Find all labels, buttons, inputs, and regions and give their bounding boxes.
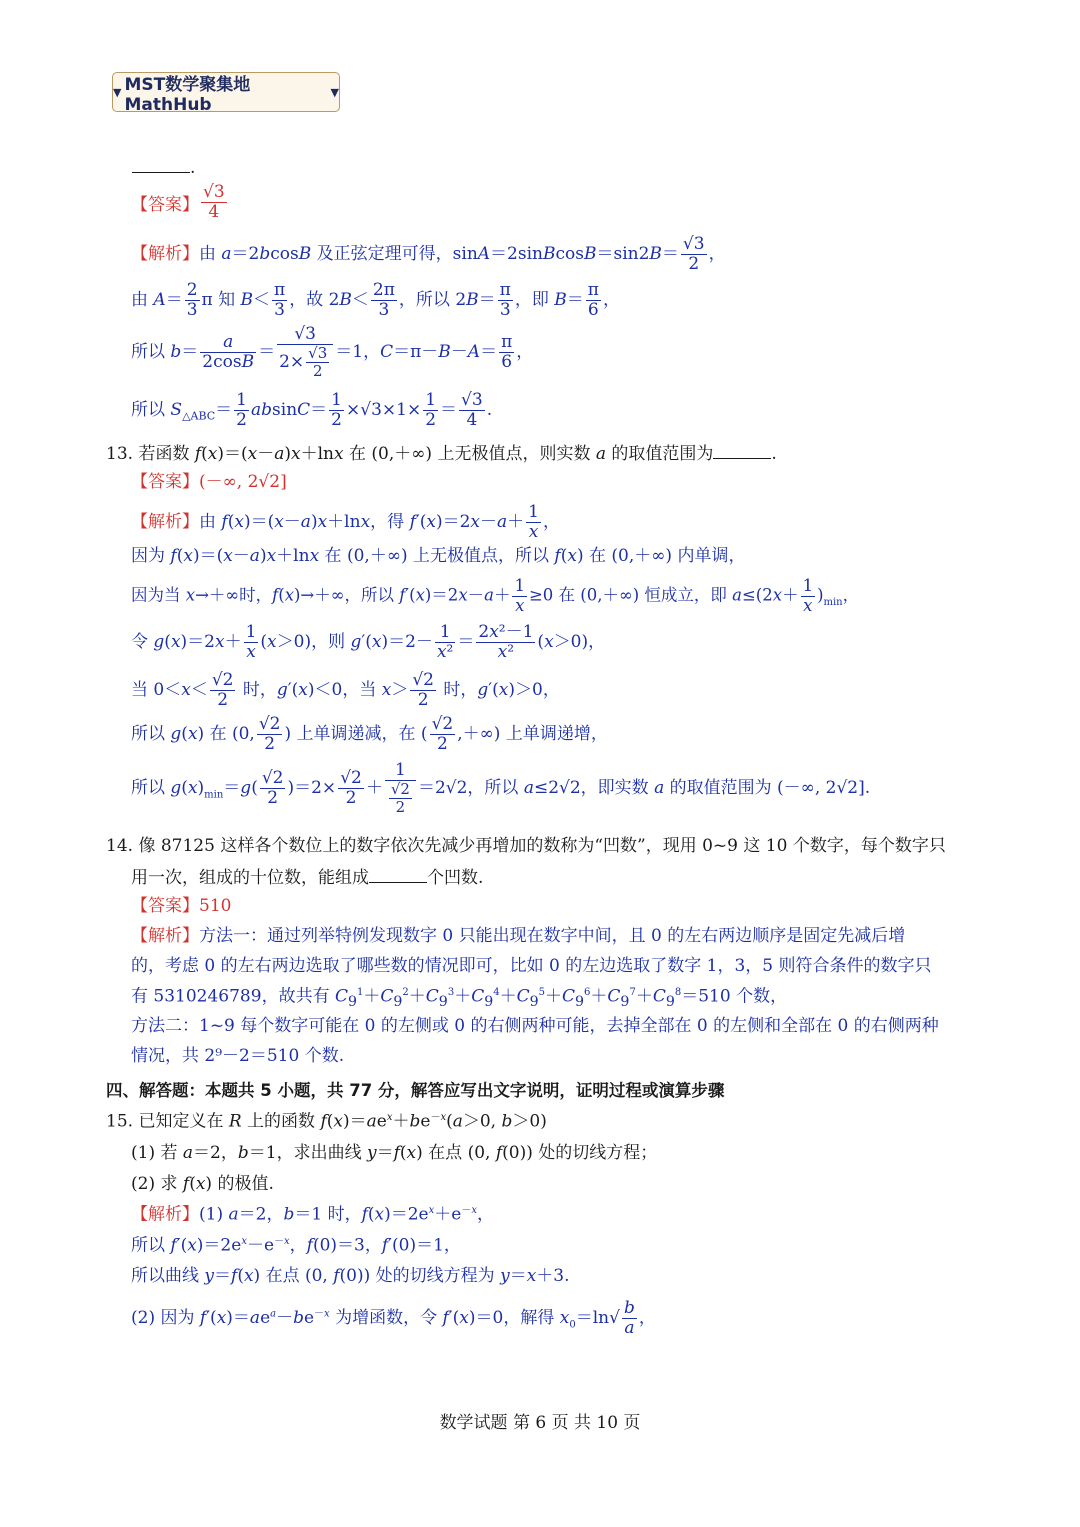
solution-12-line2: 由 A＝ $\frac{2}{3}$ π 知 B＜ $\frac{\pi}{3}$ ，故 2B＜ $\frac{2\pi}{3}$ ，所以 2B＝ $\frac{\pi}{3}$ ，即 B＝ $\frac{\pi}{6}$ ， xyxy=(131,280,620,320)
question-15-part1: (1) 若 a＝2，b＝1，求出曲线 y＝f(x) 在点 (0, f(0)) 处的切线方程； xyxy=(131,1143,658,1163)
question-14-line2: 用一次，组成的十位数，能组成 个凹数. xyxy=(131,868,484,888)
solution-13-line1: 【解析】由 f(x)＝(x－a)x＋lnx，得 f′(x)＝2x－a＋ $\frac{1}{x}$ ， xyxy=(131,502,560,542)
solution-15-line2: 所以 $f'(x)=2e^x-e^{-x}$，f(0)＝3，f′(0)＝1， xyxy=(131,1235,461,1256)
solution-12-line4: 所以 $S_{\triangle ABC}=$ $\frac{1}{2}$ absinC＝ $\frac{1}{2}$ ×√3×1× $\frac{1}{2}$ ＝ $\frac{√3}{4}$ . xyxy=(131,390,493,430)
mathhub-badge xyxy=(112,72,340,115)
question-13: 13. 若函数 f(x)＝(x－a)x＋lnx 在 (0,＋∞) 上无极值点，则实数 a 的取值范围为 . xyxy=(106,444,777,464)
solution-13-line4: 令 g(x)＝2x＋ $\frac{1}{x}$ (x＞0)，则 g′(x)＝2－ $\frac{1}{\text{x²}}$ ＝ $\frac{\text{2x²－1}}{\text{x²}}$ (x＞0)， xyxy=(131,622,606,662)
solution-14-line1: 【解析】方法一：通过列举特例发现数字 0 只能出现在数字中间，且 0 的左右两边顺序是固定先减后增 xyxy=(131,926,906,946)
badge-text: MST数学聚集地MathHub xyxy=(124,74,251,115)
answer-13: 【答案】(－∞, 2√2] xyxy=(131,472,287,492)
question-15-part2: (2) 求 f(x) 的极值. xyxy=(131,1174,274,1194)
solution-15-line3: 所以曲线 y＝f(x) 在点 (0, f(0)) 处的切线方程为 y＝x＋3. xyxy=(131,1266,570,1286)
question-14-line1: 14. 像 87125 这样各个数位上的数字依次先减少再增加的数称为“凹数”，现用 0~9 这 10 个数字，每个数字只 xyxy=(106,836,946,856)
solution-13-line5: 当 0＜x＜ $\frac{√2}{2}$ 时，g′(x)＜0，当 x＞ $\frac{√2}{2}$ 时，g′(x)＞0， xyxy=(131,670,560,710)
chevron-down-icon: ▼ xyxy=(113,85,122,99)
answer-14: 【答案】510 xyxy=(131,896,232,916)
solution-12-line3: 所以 b＝ $\frac{a}{2\cos B}$ ＝ √3 2× $\frac{√3}{2}$ ＝1，C＝π－B－A＝ $\frac{\pi}{6}$ ， xyxy=(131,324,534,380)
solution-14-line2: 的，考虑 0 的左右两边选取了哪些数的情况即可，比如 0 的左边选取了数字 1，3，5 则符合条件的数字只 xyxy=(131,956,932,976)
blank-line: . xyxy=(132,158,195,177)
solution-13-line6: 所以 g(x) 在 (0, $\frac{√2}{2}$ ) 上单调递减，在 ( $\frac{√2}{2}$ ,＋∞) 上单调递增， xyxy=(131,714,608,754)
solution-13-line3: 因为当 x→＋∞时，f(x)→＋∞，所以 f′(x)＝2x－a＋ $\frac{1}{x}$ ≥0 在 (0,＋∞) 恒成立，即 a≤(2x＋ $\frac{1}{x}$ )$_{min}$， xyxy=(131,576,860,615)
question-15: 15. 已知定义在 R 上的函数 $f(x)=ae^x+be^{-x}(a>0$, b＞0) xyxy=(106,1111,547,1132)
solution-14-line5: 情况，共 2⁹－2＝510 个数. xyxy=(131,1046,345,1066)
solution-15-line1: 【解析】(1) a＝2，b＝1 时，$f(x)=2e^x+e^{-x}$， xyxy=(131,1204,494,1225)
section-heading: 四、解答题：本题共 5 小题，共 77 分，解答应写出文字说明，证明过程或演算步骤 xyxy=(106,1081,725,1100)
solution-12-line1: 【解析】由 a＝2bcosB 及正弦定理可得，sinA＝2sinBcosB＝sin2B＝ $\frac{√3}{2}$ ， xyxy=(131,234,726,274)
solution-13-line2: 因为 f(x)＝(x－a)x＋lnx 在 (0,＋∞) 上无极值点，所以 f(x) 在 (0,＋∞) 内单调， xyxy=(131,546,746,566)
solution-14-line3: 有 5310246789，故共有 $C_9^1+C_9^2+C_9^3+C_9^4+C_9^5+C_9^6+C_9^7+C_9^8=510$ 个数， xyxy=(131,986,788,1011)
answer-12: 【答案】 $\frac{√3}{4}$ xyxy=(131,182,225,222)
solution-15-line4: (2) 因为 $f'(x)=ae^a-be^{-x}$ 为增函数，令 f′(x)＝0，解得 $x_0=\ln√$ $\frac{b}{a}$ ， xyxy=(131,1298,656,1338)
solution-14-line4: 方法二：1~9 每个数字可能在 0 的左侧或 0 的右侧两种可能，去掉全部在 0 的左侧和全部在 0 的右侧两种 xyxy=(131,1016,939,1036)
chevron-down-icon: ▼ xyxy=(330,85,339,99)
page-footer: 数学试题 第 6 页 共 10 页 xyxy=(439,1413,641,1433)
solution-13-line7: 所以 $g(x)_{min}=g$( $\frac{√2}{2}$ )＝2× $\frac{√2}{2}$ ＋ $\frac{1}{\frac{√2}{2}}$ ＝2√2，所以 a≤2√2，即实数 a 的取值范围为 (－∞, 2√2]. xyxy=(131,760,871,816)
